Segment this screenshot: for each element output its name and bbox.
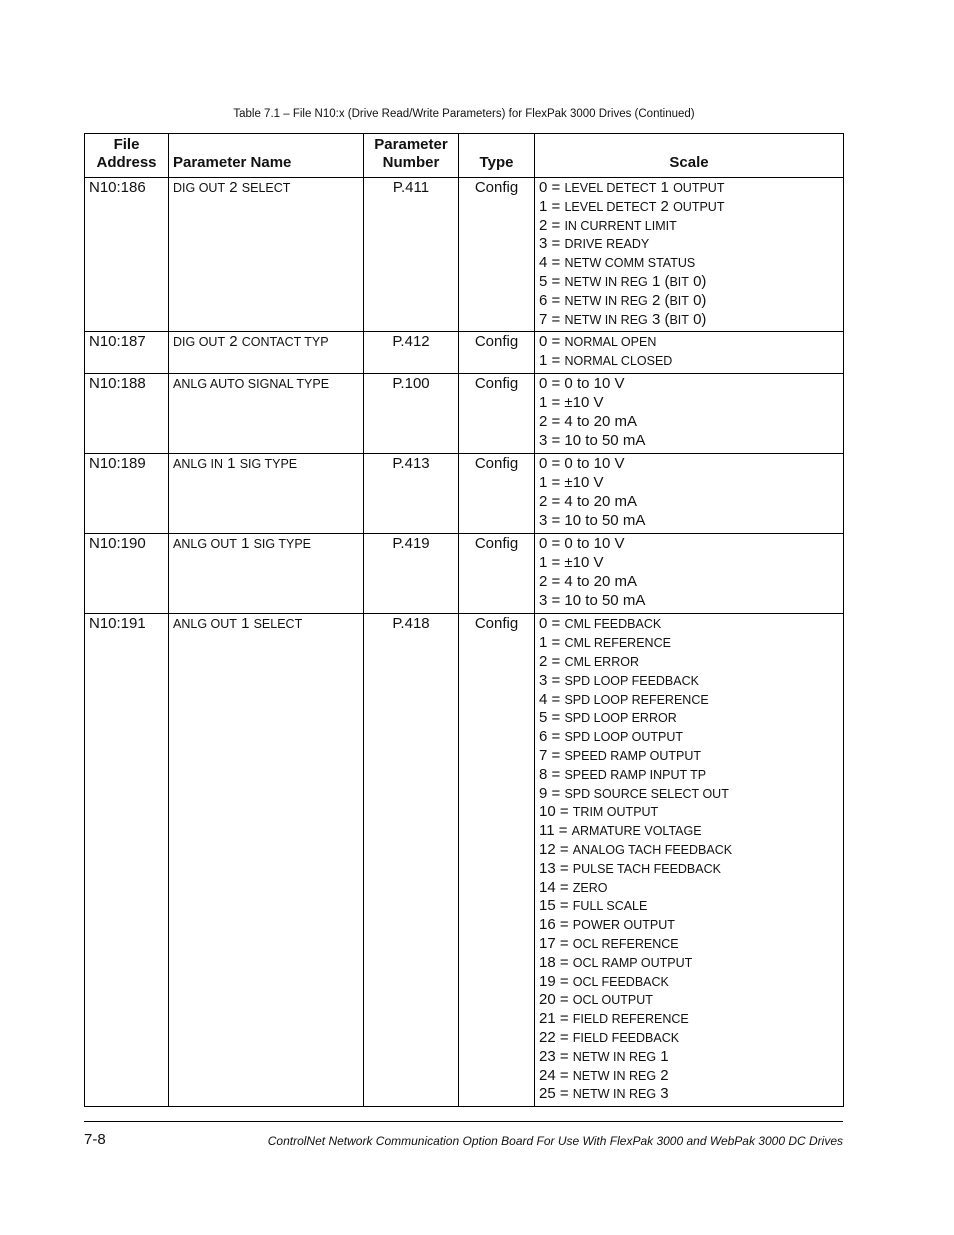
parameter-number-cell: P.419 (364, 534, 459, 614)
type-cell: Config (459, 454, 535, 534)
scale-option: 16 = POWER OUTPUT (539, 916, 675, 934)
parameter-number-cell: P.412 (364, 332, 459, 374)
scale-option: 2 = 4 to 20 mA (539, 492, 637, 510)
parameter-table (84, 133, 844, 1107)
header-parameter-number (364, 134, 459, 178)
scale-option: 25 = NETW IN REG 3 (539, 1085, 669, 1103)
scale-option: 19 = OCL FEEDBACK (539, 972, 669, 990)
scale-option: 1 = ±10 V (539, 474, 604, 492)
scale-option: 24 = NETW IN REG 2 (539, 1066, 669, 1084)
scale-option: 0 = 0 to 10 V (539, 535, 625, 553)
header-parameter-number-line1: Parameter (374, 136, 448, 153)
scale-cell (535, 534, 844, 614)
parameter-number-cell: P.418 (364, 614, 459, 1107)
footer-title: ControlNet Network Communication Option Board For Use With FlexPak 3000 and WebPak 3000 DC Drives (267, 1134, 843, 1148)
table-row (85, 332, 844, 374)
table-caption: Table 7.1 – File N10:x (Drive Read/Write Parameters) for FlexPak 3000 Drives (Continued) (233, 108, 695, 120)
scale-option: 9 = SPD SOURCE SELECT OUT (539, 784, 729, 802)
type-cell: Config (459, 178, 535, 332)
scale-option: 3 = 10 to 50 mA (539, 591, 646, 609)
parameter-number-cell: P.411 (364, 178, 459, 332)
parameter-name-cell: DIG OUT 2 CONTACT TYP (169, 332, 364, 374)
scale-cell (535, 178, 844, 332)
scale-option: 21 = FIELD REFERENCE (539, 1010, 689, 1028)
scale-option: 2 = CML ERROR (539, 652, 639, 670)
scale-option: 1 = ±10 V (539, 394, 604, 412)
file-address-cell: N10:190 (85, 534, 169, 614)
type-cell: Config (459, 614, 535, 1107)
header-file-address-line1: File (113, 136, 140, 153)
table-row (85, 454, 844, 534)
parameter-name-cell: ANLG IN 1 SIG TYPE (169, 454, 364, 534)
scale-option: 0 = LEVEL DETECT 1 OUTPUT (539, 179, 725, 196)
header-scale: Scale (535, 134, 844, 178)
scale-option: 3 = 10 to 50 mA (539, 431, 646, 449)
parameter-name-cell: ANLG OUT 1 SELECT (169, 614, 364, 1107)
scale-option: 1 = CML REFERENCE (539, 634, 671, 652)
scale-option: 14 = ZERO (539, 878, 608, 896)
type-cell: Config (459, 374, 535, 454)
table-row (85, 374, 844, 454)
header-file-address-line2: Address (96, 154, 157, 171)
scale-option: 13 = PULSE TACH FEEDBACK (539, 859, 721, 877)
page-number: 7-8 (84, 1131, 106, 1148)
scale-option: 1 = ±10 V (539, 554, 604, 572)
scale-option: 15 = FULL SCALE (539, 897, 648, 915)
table-body (85, 178, 844, 1107)
header-parameter-name: Parameter Name (169, 134, 364, 178)
file-address-cell: N10:187 (85, 332, 169, 374)
table-row (85, 178, 844, 332)
scale-option: 5 = SPD LOOP ERROR (539, 709, 677, 727)
parameter-number-cell: P.413 (364, 454, 459, 534)
type-cell: Config (459, 534, 535, 614)
scale-option: 0 = 0 to 10 V (539, 375, 625, 393)
scale-option: 23 = NETW IN REG 1 (539, 1047, 669, 1065)
scale-option: 2 = 4 to 20 mA (539, 572, 637, 590)
scale-option: 2 = IN CURRENT LIMIT (539, 216, 677, 234)
scale-option: 7 = NETW IN REG 3 (BIT 0) (539, 310, 707, 328)
table-header-row (85, 134, 844, 178)
parameter-name-cell: ANLG OUT 1 SIG TYPE (169, 534, 364, 614)
header-file-address (85, 134, 169, 178)
scale-option: 2 = 4 to 20 mA (539, 412, 637, 430)
table-row (85, 614, 844, 1107)
scale-option: 0 = NORMAL OPEN (539, 333, 657, 351)
scale-option: 3 = 10 to 50 mA (539, 511, 646, 529)
scale-option: 3 = DRIVE READY (539, 235, 650, 253)
scale-option: 0 = CML FEEDBACK (539, 615, 662, 633)
scale-cell (535, 374, 844, 454)
file-address-cell: N10:189 (85, 454, 169, 534)
parameter-name-cell: DIG OUT 2 SELECT (169, 178, 364, 332)
scale-option: 11 = ARMATURE VOLTAGE (539, 822, 702, 840)
table-row (85, 534, 844, 614)
scale-cell (535, 332, 844, 374)
scale-cell (535, 614, 844, 1107)
file-address-cell: N10:191 (85, 614, 169, 1107)
scale-option: 4 = NETW COMM STATUS (539, 254, 696, 272)
scale-option: 6 = SPD LOOP OUTPUT (539, 728, 683, 746)
scale-option: 3 = SPD LOOP FEEDBACK (539, 671, 699, 689)
scale-option: 8 = SPEED RAMP INPUT TP (539, 765, 707, 783)
scale-option: 10 = TRIM OUTPUT (539, 803, 659, 821)
scale-option: 12 = ANALOG TACH FEEDBACK (539, 840, 733, 858)
scale-option: 7 = SPEED RAMP OUTPUT (539, 746, 702, 764)
parameter-name-cell: ANLG AUTO SIGNAL TYPE (169, 374, 364, 454)
scale-option: 17 = OCL REFERENCE (539, 934, 679, 952)
scale-option: 1 = NORMAL CLOSED (539, 352, 673, 370)
header-type: Type (459, 134, 535, 178)
type-cell: Config (459, 332, 535, 374)
file-address-cell: N10:186 (85, 178, 169, 332)
scale-option: 22 = FIELD FEEDBACK (539, 1028, 680, 1046)
header-parameter-number-line2: Number (382, 154, 440, 171)
scale-option: 6 = NETW IN REG 2 (BIT 0) (539, 291, 707, 309)
scale-option: 5 = NETW IN REG 1 (BIT 0) (539, 272, 707, 290)
scale-cell (535, 454, 844, 534)
footer-divider (84, 1121, 843, 1122)
parameter-number-cell: P.100 (364, 374, 459, 454)
scale-option: 0 = 0 to 10 V (539, 455, 625, 473)
scale-option: 1 = LEVEL DETECT 2 OUTPUT (539, 197, 725, 215)
scale-option: 4 = SPD LOOP REFERENCE (539, 690, 709, 708)
file-address-cell: N10:188 (85, 374, 169, 454)
scale-option: 18 = OCL RAMP OUTPUT (539, 953, 693, 971)
scale-option: 20 = OCL OUTPUT (539, 991, 653, 1009)
